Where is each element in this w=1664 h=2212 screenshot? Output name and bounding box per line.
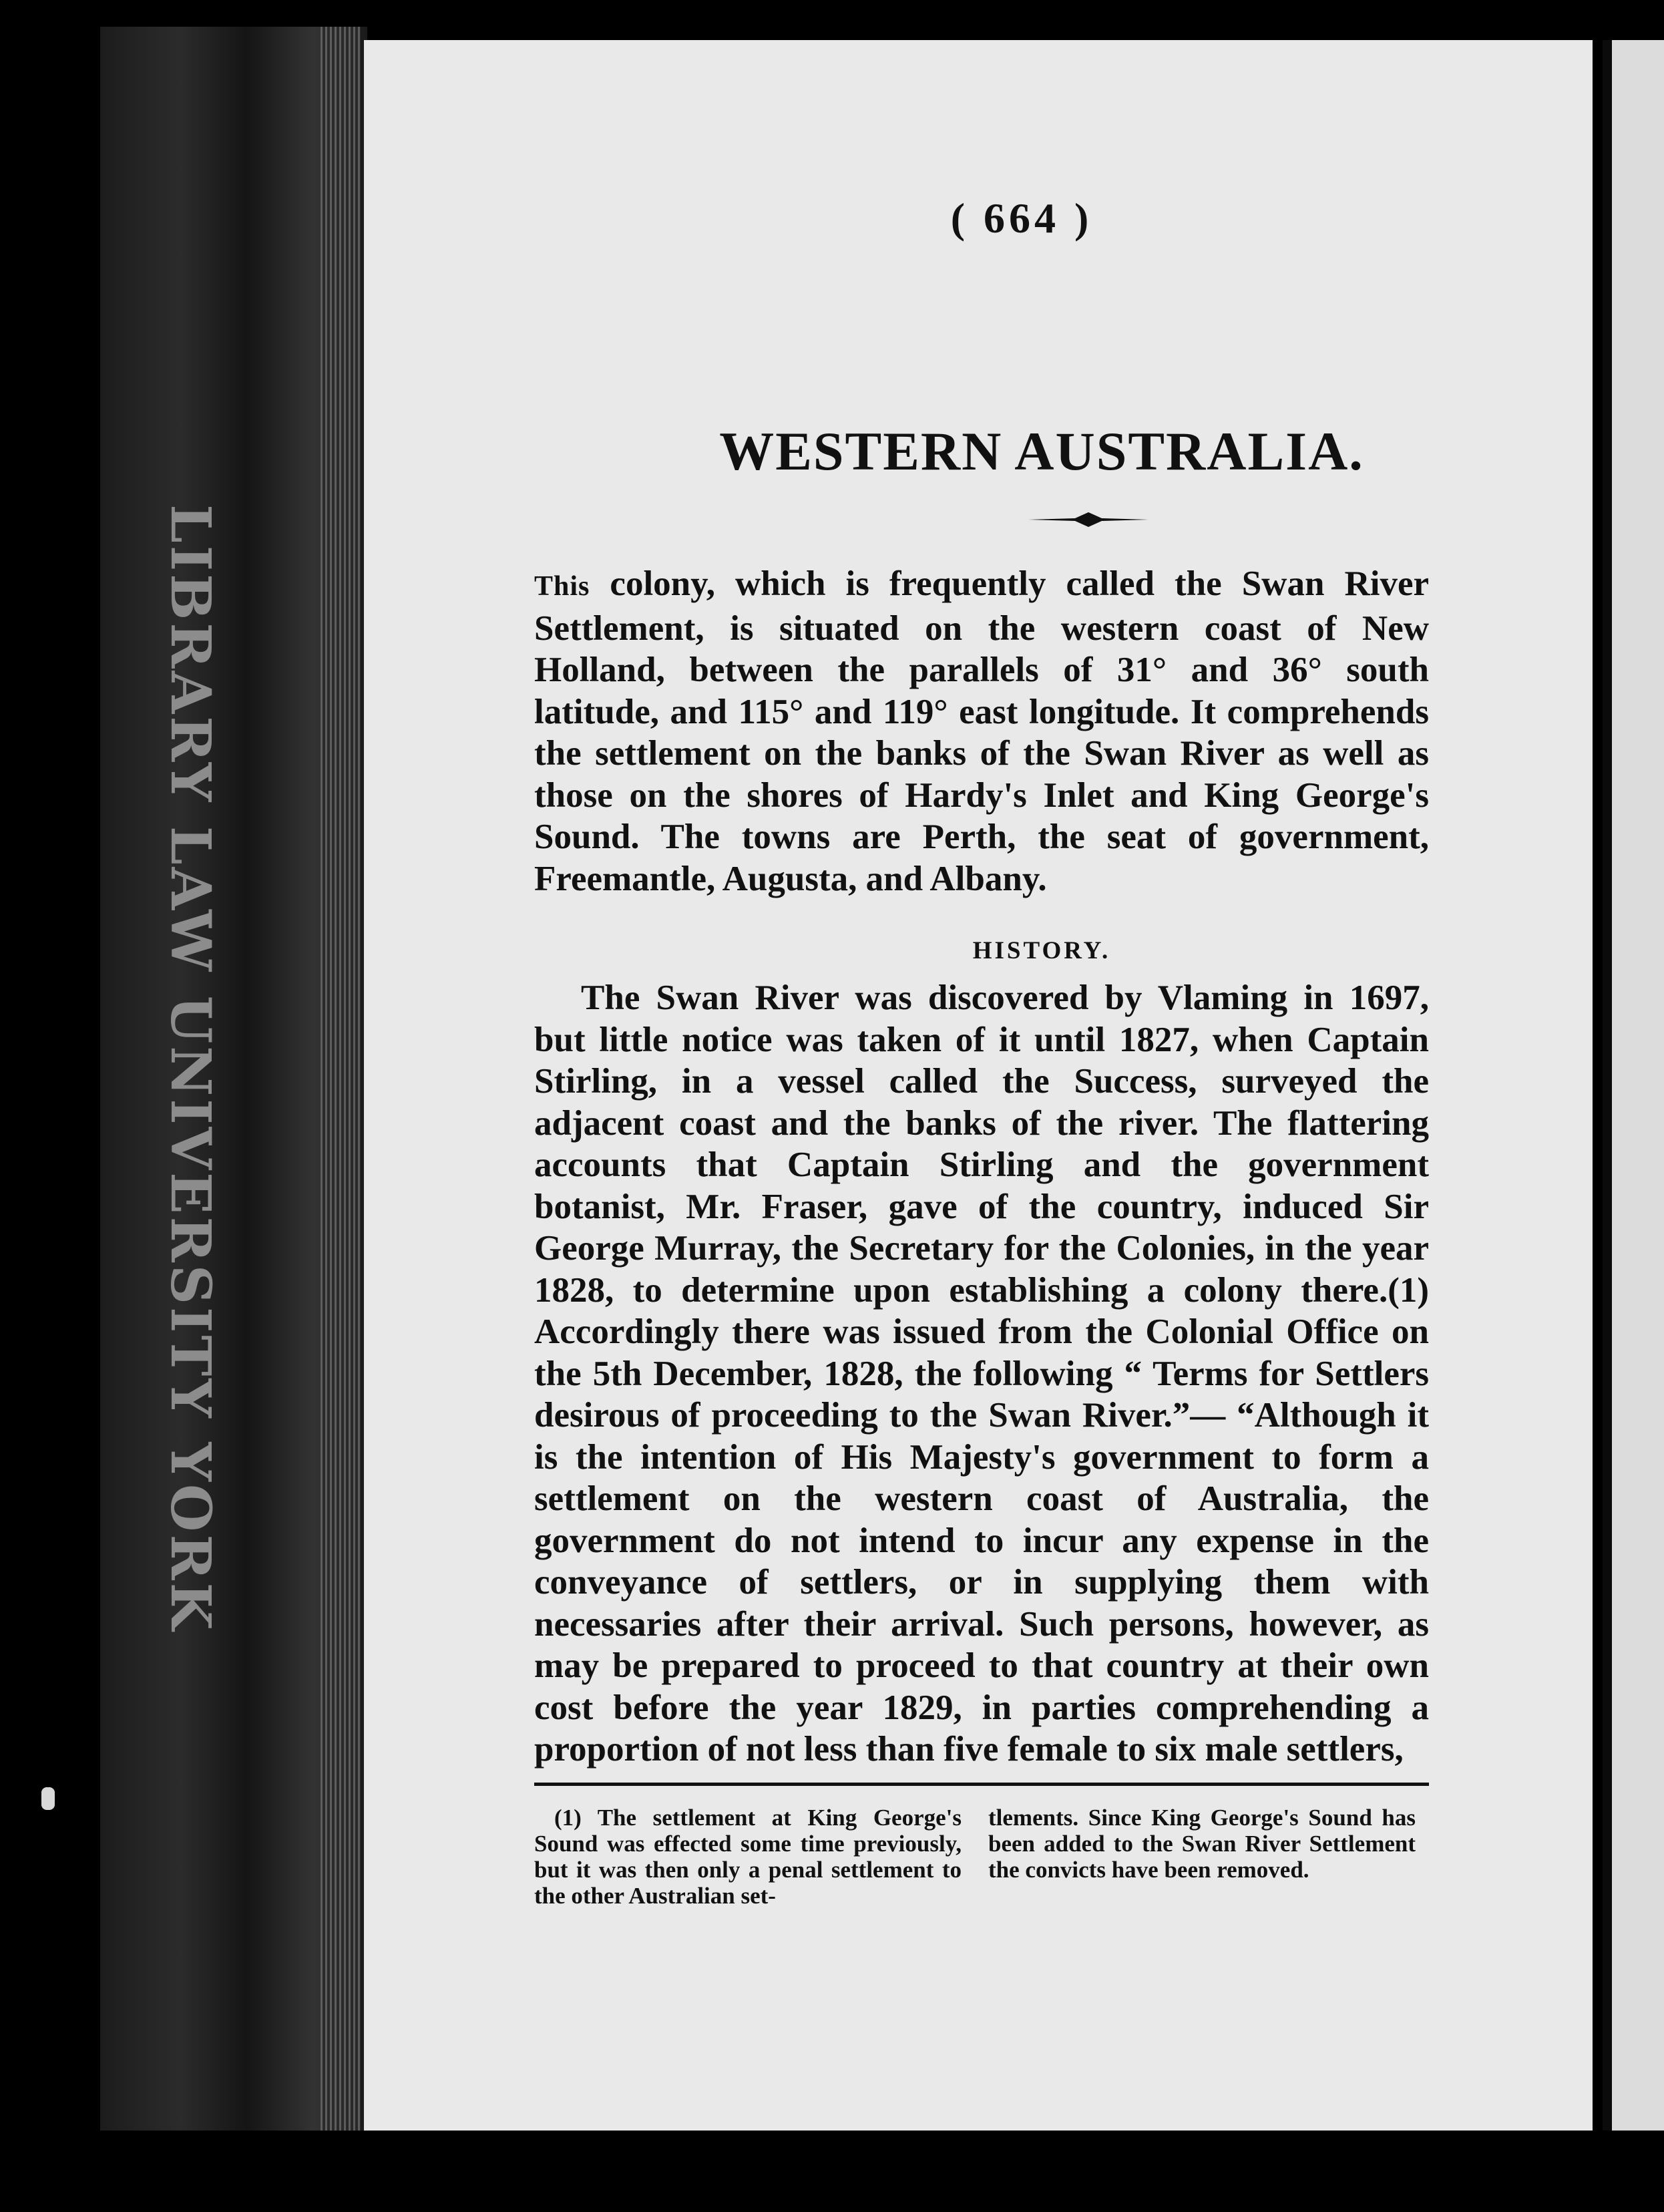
page-number: ( 664 ) <box>950 194 1093 242</box>
intro-paragraph <box>534 563 1429 900</box>
intro-text: colony, which is frequently called the Swan River Settlement, is situated on the western coast of New Holland, between the parallels of 31° and 36° south latitude, and 115° and 119° east longitude. It comprehends the settlement on the banks of the Swan River as well as those on the shores of Hardy's Inlet and King George's Sound. The towns are Perth, the seat of government, Freemantle, Augusta, and Albany. <box>534 564 1429 898</box>
book-page <box>364 40 1593 2131</box>
spine-label-text: LIBRARY LAW UNIVERSITY YORK <box>158 504 223 1633</box>
footnote-left: (1) The settlement at King George's Sound was effected some time previously, but it was then only a penal settlement to the other Australian set- <box>534 1804 962 1909</box>
footnotes <box>534 1805 1429 1909</box>
section-title: HISTORY. <box>972 937 1111 964</box>
page-edges <box>321 27 361 2131</box>
ornament-rule-icon <box>1028 510 1149 530</box>
page-content <box>534 194 1429 1909</box>
page-title: WESTERN AUSTRALIA. <box>719 421 1364 482</box>
footnote-right: tlements. Since King George's Sound has been added to the Swan River Settlement the convicts have been removed. <box>988 1804 1416 1883</box>
facing-page-edge <box>1603 40 1664 2131</box>
footnote-divider <box>534 1783 1429 1786</box>
intro-lead: This <box>534 571 590 602</box>
scan-speck <box>41 1787 55 1810</box>
spine-label <box>134 504 247 1633</box>
history-paragraph: The Swan River was discovered by Vlaming in 1697, but little notice was taken of it until 1827, when Captain Stirling, in a vessel called the Success, surveyed the adjacent coast and the banks of the river. The flattering accounts that Captain Stirling and the government botanist, Mr. Fraser, gave of the country, induced Sir George Murray, the Secretary for the Colonies, in the year 1828, to determine upon establishing a colony there.(1) Accordingly there was issued from the Colonial Office on the 5th December, 1828, the following “ Terms for Settlers desirous of proceeding to the Swan River.”— “Although it is the intention of His Majesty's government to form a settlement on the western coast of Australia, the government do not intend to incur any expense in the conveyance of settlers, or in supplying them with necessaries after their arrival. Such persons, however, as may be prepared to proceed to that country at their own cost before the year 1829, in parties comprehending a proportion of not less than five female to six male settlers, <box>534 978 1429 1769</box>
